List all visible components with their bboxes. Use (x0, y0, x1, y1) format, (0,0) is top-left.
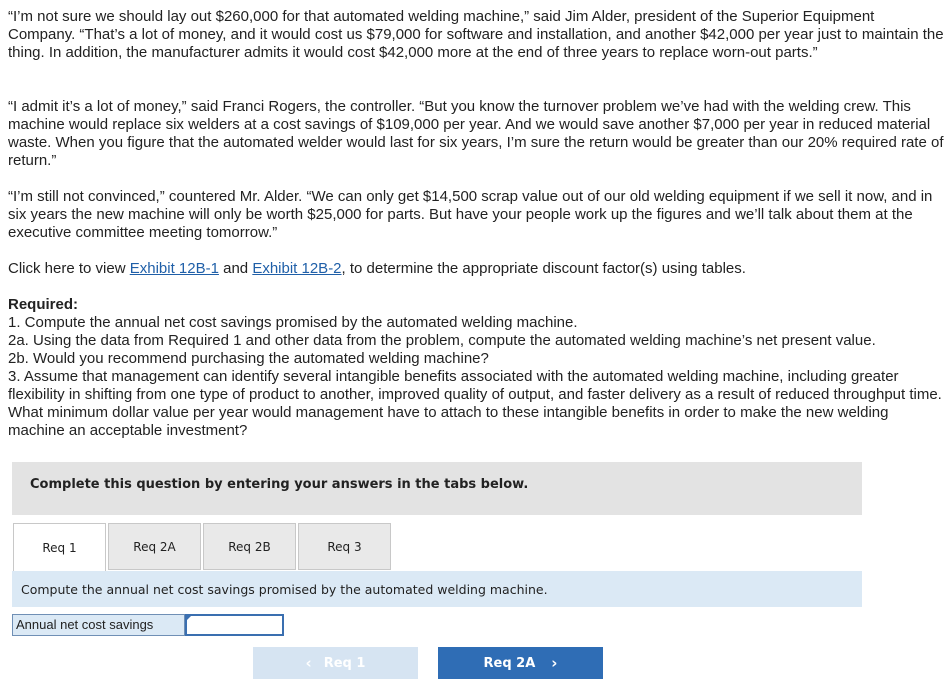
input-corner-marker-icon (186, 615, 192, 621)
prev-button-label: Req 1 (323, 655, 366, 671)
exhibit-prefix-text: Click here to view (8, 260, 130, 277)
required-item-3: 3. Assume that management can identify several intangible benefits associated with the automated welding machine, including greater flexibility in shifting from one type of product to another, improved quality of output, and faster delivery as a result of reduced throughput time. What minimum dollar value per year would management have to attach to these intangible benefits in order to make the new welding machine an acceptable investment? (8, 368, 942, 439)
annual-net-cost-savings-label: Annual net cost savings (12, 614, 185, 636)
story-paragraph-3: “I’m still not convinced,” countered Mr. Alder. “We can only get $14,500 scrap value out of our old welding equipment if we sell it now, and in six years the new machine will only be worth $25,000 for parts. But have your people work up the figures and we’ll talk about them at the executive committee meeting tomorrow.” (8, 188, 933, 241)
instructions-panel-text: Complete this question by entering your answers in the tabs below. (30, 477, 529, 492)
annual-net-cost-savings-input[interactable] (185, 614, 284, 636)
story-paragraph-2: “I admit it’s a lot of money,” said Franci Rogers, the controller. “But you know the turnover problem we’ve had with the welding crew. This machine would replace six welders at a cost savings of $109,000 per year. And we would save another $7,000 per year in reduced material waste. When you figure that the automated welder would last for six years, I’m sure the return would be greater than our 20% required rate of return.” (8, 98, 944, 169)
prev-button[interactable] (253, 647, 418, 679)
chevron-left-icon: ‹ (305, 654, 312, 672)
exhibit-mid-text: and (218, 260, 253, 277)
tab-req-2b[interactable]: Req 2B (203, 523, 296, 570)
required-title: Required: (8, 296, 79, 313)
exhibit-links-paragraph (8, 260, 944, 278)
next-button-label: Req 2A (483, 655, 536, 671)
next-button[interactable] (438, 647, 603, 679)
exhibit-12b-2-link[interactable]: Exhibit 12B-2 (252, 260, 342, 277)
tab-req-2a[interactable]: Req 2A (108, 523, 201, 570)
required-item-1: 1. Compute the annual net cost savings promised by the automated welding machine. (8, 314, 578, 331)
required-section (8, 296, 944, 440)
tab-req-3[interactable]: Req 3 (298, 523, 391, 570)
instructions-panel (12, 462, 862, 515)
exhibit-suffix-text: , to determine the appropriate discount factor(s) using tables. (341, 260, 746, 277)
chevron-right-icon: › (551, 654, 558, 672)
required-item-2a: 2a. Using the data from Required 1 and other data from the problem, compute the automated welding machine’s net present value. (8, 332, 876, 349)
required-item-2b: 2b. Would you recommend purchasing the automated welding machine? (8, 350, 489, 367)
story-paragraph-1: “I’m not sure we should lay out $260,000 for that automated welding machine,” said Jim Alder, president of the Superior Equipment Company. “That’s a lot of money, and it would cost us $79,000 for software and installation, and another $42,000 per year just to maintain the thing. In addition, the manufacturer admits it would cost $42,000 more at the end of three years to replace worn-out parts.” (8, 8, 944, 61)
tab-req-1[interactable]: Req 1 (13, 523, 106, 572)
exhibit-12b-1-link[interactable]: Exhibit 12B-1 (129, 260, 219, 277)
tab-instruction: Compute the annual net cost savings promised by the automated welding machine. (12, 571, 862, 607)
